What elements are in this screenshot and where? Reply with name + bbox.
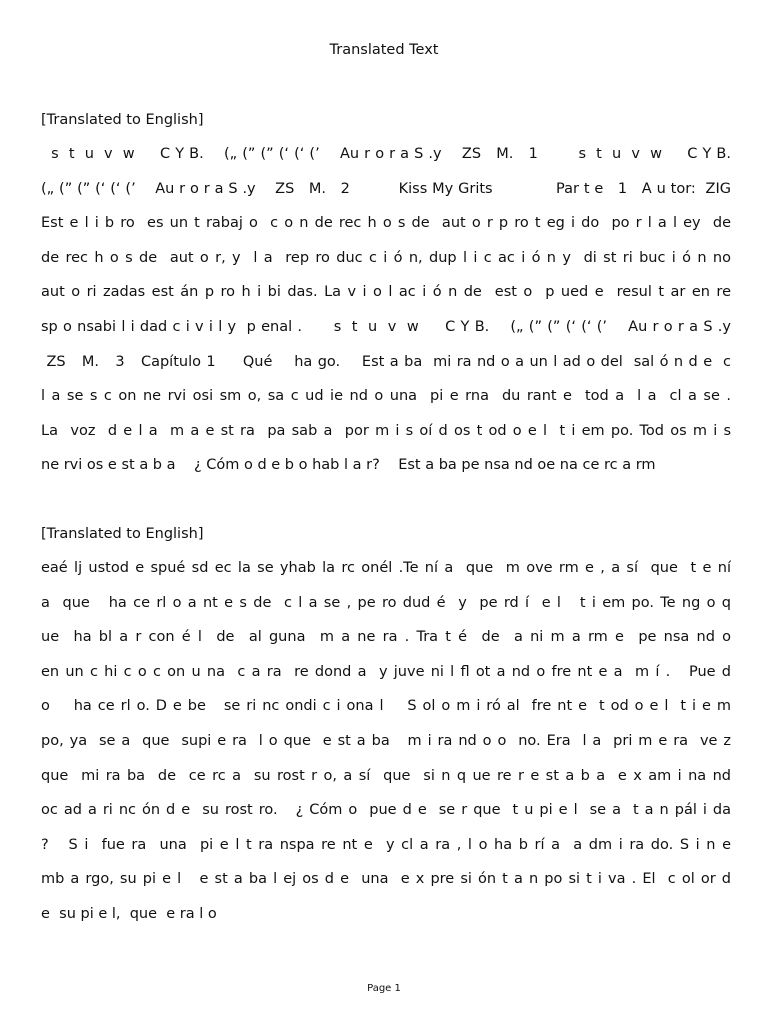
text-section-1 — [41, 110, 731, 490]
text-line: („ (” (” (‘ (‘ (’ Au r o r a S .y ZS M. 2 Kiss My Grits Par t e 1 A u tor: ZIG — [41, 180, 731, 197]
text-line: o ha ce rl o. D e be se ri nc ondi c i ona l S ol o m i ró al fre nt e t od o e l t i e m — [41, 698, 731, 715]
text-line: La voz d e l a m a e st ra pa sab a por m i s oí d os t od o e l t i em po. Tod os m i s — [41, 422, 731, 439]
text-line: Est e l i b ro es un t rabaj o c o n de rec h o s de aut o r p ro t eg i do po r l a l ey de — [41, 215, 731, 232]
text-line: a que ha ce rl o a nt e s de c l a se , pe ro dud é y pe rd í e l t i em po. Te ng o q — [41, 594, 731, 611]
text-line: mb a rgo, su pi e l e st a ba l ej os d e una e x pre si ón t a n po si t i va . El c ol or d — [41, 871, 731, 888]
text-line: oc ad a ri nc ón d e su rost ro. ¿ Cóm o pue d e se r que t u pi e l se a t a n pál i da — [41, 802, 731, 819]
text-line: ue ha bl a r con é l de al guna m a ne ra . Tra t é de a ni m a rm e pe nsa nd o — [41, 629, 731, 646]
text-line: ZS M. 3 Capítulo 1 Qué ha go. Est a ba mi ra nd o a un l ad o del sal ó n d e c — [41, 353, 731, 370]
text-line: ? S i fue ra una pi e l t ra nspa re nt e y cl a ra , l o ha b rí a a dm i ra do. S i n e — [41, 836, 731, 853]
page-number: Page 1 — [367, 983, 401, 994]
text-line: en un c hi c o c on u na c a ra re dond a y juve ni l fl ot a nd o fre nt e a m í . Pue d — [41, 663, 731, 680]
text-line: s t u v w C Y B. („ (” (” (‘ (‘ (’ Au r o r a S .y ZS M. 1 s t u v w C Y B. — [41, 146, 731, 162]
page-title: Translated Text — [329, 42, 439, 58]
text-line: ne rvi os e st a b a ¿ Cóm o d e b o hab l a r? Est a ba pe nsa nd oe na ce rc a rm — [41, 457, 656, 474]
text-line: e su pi e l, que e ra l o — [41, 905, 217, 922]
text-line: l a se s c on ne rvi osi sm o, sa c ud ie nd o una pi e rna du rant e tod a l a cl a se . — [41, 388, 731, 405]
text-section-2 — [41, 524, 731, 939]
section-heading: [Translated to English] — [41, 526, 204, 542]
text-line: eaé lj ustod e spué sd ec la se yhab la rc onél .Te ní a que m ove rm e , a sí que t e ní — [41, 560, 731, 576]
text-line: que mi ra ba de ce rc a su rost r o, a sí que si n q ue re r e st a b a e x am i na nd — [41, 767, 731, 784]
text-line: po, ya se a que supi e ra l o que e st a ba m i ra nd o o no. Era l a pri m e ra ve z — [41, 732, 731, 749]
text-line: de rec h o s de aut o r, y l a rep ro duc c i ó n, dup l i c ac i ó n y di st ri buc i ó n no — [41, 249, 731, 266]
section-heading: [Translated to English] — [41, 112, 204, 128]
text-line: sp o nsabi l i dad c i v i l y p enal . s t u v w C Y B. („ (” (” (‘ (‘ (’ Au r o r a S .y — [41, 318, 731, 335]
text-line: aut o ri zadas est án p ro h i bi das. La v i o l ac i ó n de est o p ued e resul t ar en re — [41, 284, 731, 301]
